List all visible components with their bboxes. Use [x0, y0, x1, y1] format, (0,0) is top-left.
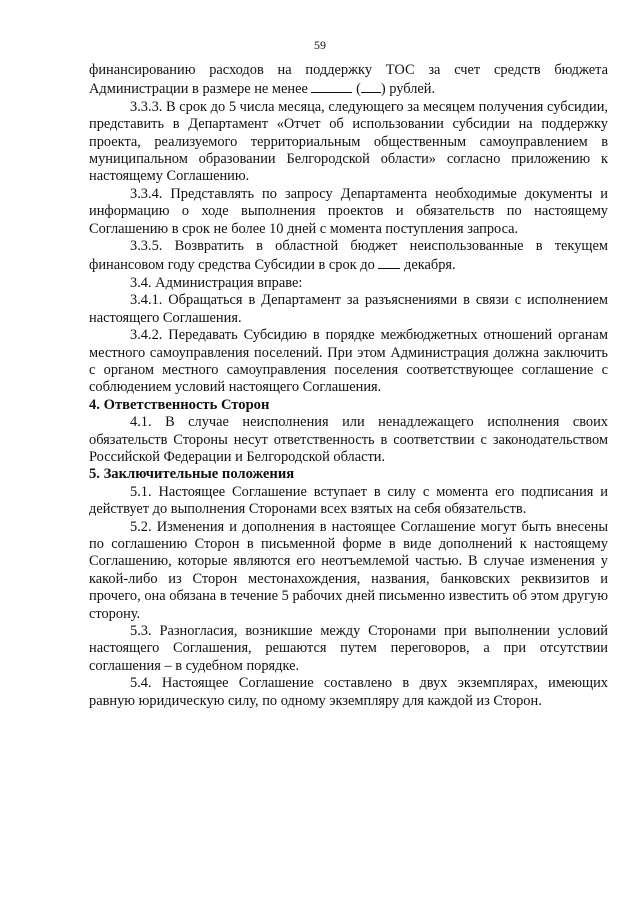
paragraph-5-2: 5.2. Изменения и дополнения в настоящее Соглашение могут быть внесены по соглашению Сторон в письменной форме в виде дополнений к настоящему Соглашению, которые являются его неотъемлемой частью. В случае изменения у какой-либо из Сторон местонахождения, названия, банковских реквизитов и прочего, она обязана в течение 5 рабочих дней письменно известить об этом другую сторону. [89, 518, 608, 622]
amount-words-blank [361, 79, 381, 93]
open-paren: ( [356, 81, 361, 98]
paragraph-5-4: 5.4. Настоящее Соглашение составлено в двух экземплярах, имеющих равную юридическую силу, по одному экземпляру для каждой из Сторон. [89, 675, 608, 709]
return-text: 3.3.5. Возвратить в областной бюджет неиспользованные в текущем финансовом году средства Субсидии в срок до [89, 238, 608, 274]
section-heading-4: 4. Ответственность Сторон [89, 396, 270, 413]
amount-blank [311, 79, 352, 93]
section-heading-5: 5. Заключительные положения [89, 466, 295, 483]
paragraph-3-4-2: 3.4.2. Передавать Субсидию в порядке межбюджетных отношений органам местного самоуправления поселений. При этом Администрация должна заключить с органом местного самоуправления поселения соответствующее соглашение с соблюдением условий настоящего Соглашения. [89, 327, 608, 396]
rubles-text: ) рублей. [380, 81, 436, 98]
continuation-text: финансированию расходов на поддержку ТОС за счет средств бюджета Администрации в размере не менее [89, 62, 608, 98]
december-text: декабря. [404, 257, 456, 274]
document-body [89, 62, 608, 710]
paragraph-3-3-4: 3.3.4. Представлять по запросу Департамента необходимые документы и информацию о ходе выполнения проектов и обязательств по настоящему Соглашению в срок не более 10 дней с момента поступления запроса. [89, 185, 608, 237]
day-blank [378, 255, 400, 269]
paragraph-continuation [89, 62, 608, 99]
page-number: 59 [314, 38, 326, 52]
paragraph-4-1: 4.1. В случае неисполнения или ненадлежащего исполнения своих обязательств Стороны несут ответственность в соответствии с законодательством Российской Федерации и Белгородской области. [89, 414, 608, 465]
paragraph-5-1: 5.1. Настоящее Соглашение вступает в силу с момента его подписания и действует до выполнения Сторонами всех взятых на себя обязательств. [89, 483, 608, 518]
paragraph-5-3: 5.3. Разногласия, возникшие между Сторонами при выполнении условий настоящего Соглашения, решаются путем переговоров, а при отсутствии соглашения – в судебном порядке. [89, 623, 608, 674]
paragraph-3-4-1: 3.4.1. Обращаться в Департамент за разъяснениями в связи с исполнением настоящего Соглашения. [89, 292, 608, 326]
paragraph-3-3-3: 3.3.3. В срок до 5 числа месяца, следующего за месяцем получения субсидии, представить в Департамент «Отчет об использовании субсидии на поддержку проекта, реализуемого территориальным общественным самоуправлением в муниципальном образовании Белгородской области» согласно приложению к настоящему Соглашению. [89, 98, 608, 185]
paragraph-3-4: 3.4. Администрация вправе: [130, 274, 303, 291]
paragraph-3-3-5 [89, 238, 608, 275]
